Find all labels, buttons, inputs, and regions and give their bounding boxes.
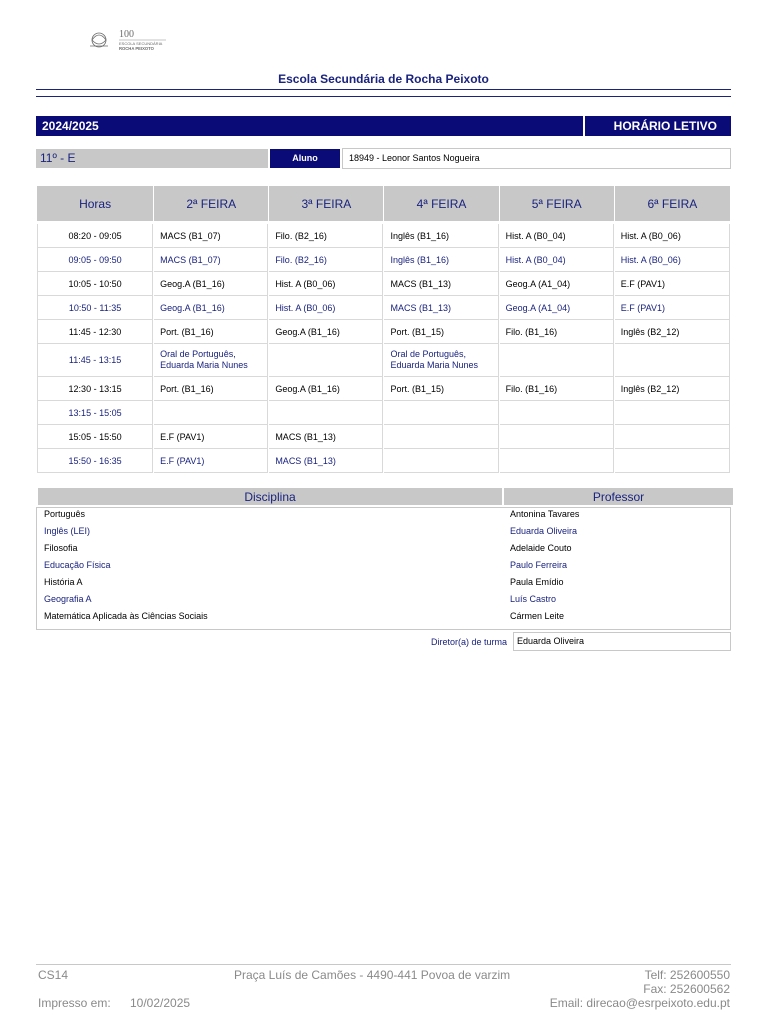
title-rule-top <box>36 89 731 90</box>
discipline-name: Matemática Aplicada às Ciências Sociais <box>44 610 208 621</box>
schedule-table <box>36 186 731 473</box>
teacher-name: Luís Castro <box>510 593 557 604</box>
schedule-cell: MACS (B1_13) <box>384 296 498 320</box>
teacher-name: Adelaide Couto <box>510 542 572 553</box>
discipline-name: Filosofia <box>44 542 78 553</box>
discipline-row <box>38 522 733 539</box>
schedule-cell: Port. (B1_16) <box>154 377 268 401</box>
header-teacher: Professor <box>504 488 733 505</box>
header-discipline: Disciplina <box>38 488 502 505</box>
schedule-cell: Filo. (B2_16) <box>269 248 383 272</box>
schedule-cell <box>615 425 730 449</box>
schedule-type: HORÁRIO LETIVO <box>585 116 731 136</box>
schedule-time: 12:30 - 13:15 <box>37 377 153 401</box>
discipline-row <box>38 505 733 522</box>
schedule-cell: Hist. A (B0_04) <box>500 248 614 272</box>
discipline-row <box>38 590 733 607</box>
schedule-row <box>37 320 730 344</box>
schedule-cell <box>384 401 498 425</box>
footer-address: Praça Luís de Camões - 4490-441 Povoa de varzim <box>234 968 511 982</box>
schedule-row <box>37 344 730 377</box>
footer-rule <box>36 964 731 965</box>
school-name: Escola Secundária de Rocha Peixoto <box>278 72 489 86</box>
schedule-cell: Geog.A (B1_16) <box>154 272 268 296</box>
schedule-cell: E.F (PAV1) <box>615 296 730 320</box>
schedule-row <box>37 425 730 449</box>
teacher-name: Paula Emídio <box>510 576 564 587</box>
teacher-name: Antonina Tavares <box>510 508 580 519</box>
schedule-cell: MACS (B1_07) <box>154 224 268 248</box>
teacher-name: Paulo Ferreira <box>510 559 568 570</box>
schedule-cell: Inglês (B1_16) <box>384 248 498 272</box>
schedule-cell: MACS (B1_07) <box>154 248 268 272</box>
discipline-row <box>38 556 733 573</box>
schedule-time: 15:05 - 15:50 <box>37 425 153 449</box>
discipline-row <box>38 573 733 590</box>
schedule-row <box>37 224 730 248</box>
schedule-row <box>37 449 730 473</box>
schedule-cell: Filo. (B2_16) <box>269 224 383 248</box>
schedule-cell: Geog.A (A1_04) <box>500 296 614 320</box>
schedule-cell: Geog.A (B1_16) <box>154 296 268 320</box>
schedule-cell: Filo. (B1_16) <box>500 320 614 344</box>
schedule-cell: E.F (PAV1) <box>154 449 268 473</box>
footer-code: CS14 <box>38 968 69 982</box>
schedule-cell: Inglês (B1_16) <box>384 224 498 248</box>
discipline-row <box>38 607 733 624</box>
schedule-cell: MACS (B1_13) <box>269 449 383 473</box>
schedule-cell: Hist. A (B0_06) <box>269 296 383 320</box>
class-director-label: Diretor(a) de turma <box>430 637 507 647</box>
schedule-cell: Inglês (B2_12) <box>615 320 730 344</box>
schedule-cell <box>615 449 730 473</box>
teacher-name: Eduarda Oliveira <box>510 525 578 536</box>
discipline-name: História A <box>44 576 83 587</box>
schedule-time: 13:15 - 15:05 <box>37 401 153 425</box>
schedule-cell <box>154 401 268 425</box>
schedule-cell <box>500 449 614 473</box>
schedule-cell: Oral de Português, Eduarda Maria Nunes <box>384 344 498 377</box>
footer-printed-date: 10/02/2025 <box>130 996 191 1010</box>
teacher-name: Cármen Leite <box>510 610 565 621</box>
schedule-cell: Geog.A (A1_04) <box>500 272 614 296</box>
schedule-time: 11:45 - 13:15 <box>37 344 153 377</box>
schedule-cell: MACS (B1_13) <box>269 425 383 449</box>
schedule-row <box>37 272 730 296</box>
header-monday: 2ª FEIRA <box>154 186 268 224</box>
discipline-name: Educação Física <box>44 559 111 570</box>
disciplines-table <box>36 488 735 624</box>
schedule-cell: E.F (PAV1) <box>154 425 268 449</box>
schedule-cell: Port. (B1_16) <box>154 320 268 344</box>
discipline-name: Geografia A <box>44 593 92 604</box>
schedule-row <box>37 401 730 425</box>
schedule-time: 09:05 - 09:50 <box>37 248 153 272</box>
school-logo <box>88 26 168 52</box>
schedule-cell: Geog.A (B1_16) <box>269 377 383 401</box>
footer-printed-label: Impresso em: <box>38 996 111 1010</box>
schedule-row <box>37 296 730 320</box>
header-hours: Horas <box>37 186 153 224</box>
schedule-cell <box>615 344 730 377</box>
school-year: 2024/2025 <box>36 116 583 136</box>
class-label: 11º - E <box>36 149 268 168</box>
footer-email: Email: direcao@esrpeixoto.edu.pt <box>549 996 730 1010</box>
header-friday: 6ª FEIRA <box>615 186 730 224</box>
schedule-row <box>37 377 730 401</box>
schedule-time: 11:45 - 12:30 <box>37 320 153 344</box>
schedule-cell: Hist. A (B0_06) <box>615 248 730 272</box>
header-tuesday: 3ª FEIRA <box>269 186 383 224</box>
schedule-time: 10:05 - 10:50 <box>37 272 153 296</box>
schedule-row <box>37 248 730 272</box>
schedule-cell: Geog.A (B1_16) <box>269 320 383 344</box>
header-thursday: 5ª FEIRA <box>500 186 614 224</box>
schedule-cell <box>269 401 383 425</box>
schedule-cell: Port. (B1_15) <box>384 320 498 344</box>
schedule-cell: Hist. A (B0_06) <box>615 224 730 248</box>
svg-text:ESCOLA SECUNDÁRIA: ESCOLA SECUNDÁRIA <box>119 41 163 46</box>
schedule-time: 15:50 - 16:35 <box>37 449 153 473</box>
schedule-cell: Filo. (B1_16) <box>500 377 614 401</box>
discipline-name: Português <box>44 508 86 519</box>
schedule-cell <box>500 344 614 377</box>
svg-text:100: 100 <box>119 29 134 40</box>
schedule-cell: Oral de Português, Eduarda Maria Nunes <box>154 344 268 377</box>
discipline-name: Inglês (LEI) <box>44 525 91 536</box>
header-wednesday: 4ª FEIRA <box>384 186 498 224</box>
schedule-time: 10:50 - 11:35 <box>37 296 153 320</box>
schedule-cell <box>500 401 614 425</box>
schedule-cell: Hist. A (B0_06) <box>269 272 383 296</box>
schedule-header-row <box>37 186 730 224</box>
svg-text:ROCHA PEIXOTO: ROCHA PEIXOTO <box>119 46 154 51</box>
schedule-cell <box>500 425 614 449</box>
student-label: Aluno <box>270 149 340 168</box>
footer-fax: Fax: 252600562 <box>643 982 730 996</box>
schedule-cell: MACS (B1_13) <box>384 272 498 296</box>
schedule-cell: Hist. A (B0_04) <box>500 224 614 248</box>
schedule-cell: Inglês (B2_12) <box>615 377 730 401</box>
schedule-cell <box>384 425 498 449</box>
disciplines-header-row <box>38 488 733 505</box>
title-rule-bottom <box>36 96 731 97</box>
class-director-value: Eduarda Oliveira <box>513 632 731 651</box>
schedule-cell: E.F (PAV1) <box>615 272 730 296</box>
footer-phone: Telf: 252600550 <box>644 968 730 982</box>
schedule-cell <box>269 344 383 377</box>
schedule-time: 08:20 - 09:05 <box>37 224 153 248</box>
discipline-row <box>38 539 733 556</box>
schedule-cell <box>384 449 498 473</box>
student-value: 18949 - Leonor Santos Nogueira <box>342 148 731 169</box>
schedule-cell <box>615 401 730 425</box>
schedule-cell: Port. (B1_15) <box>384 377 498 401</box>
